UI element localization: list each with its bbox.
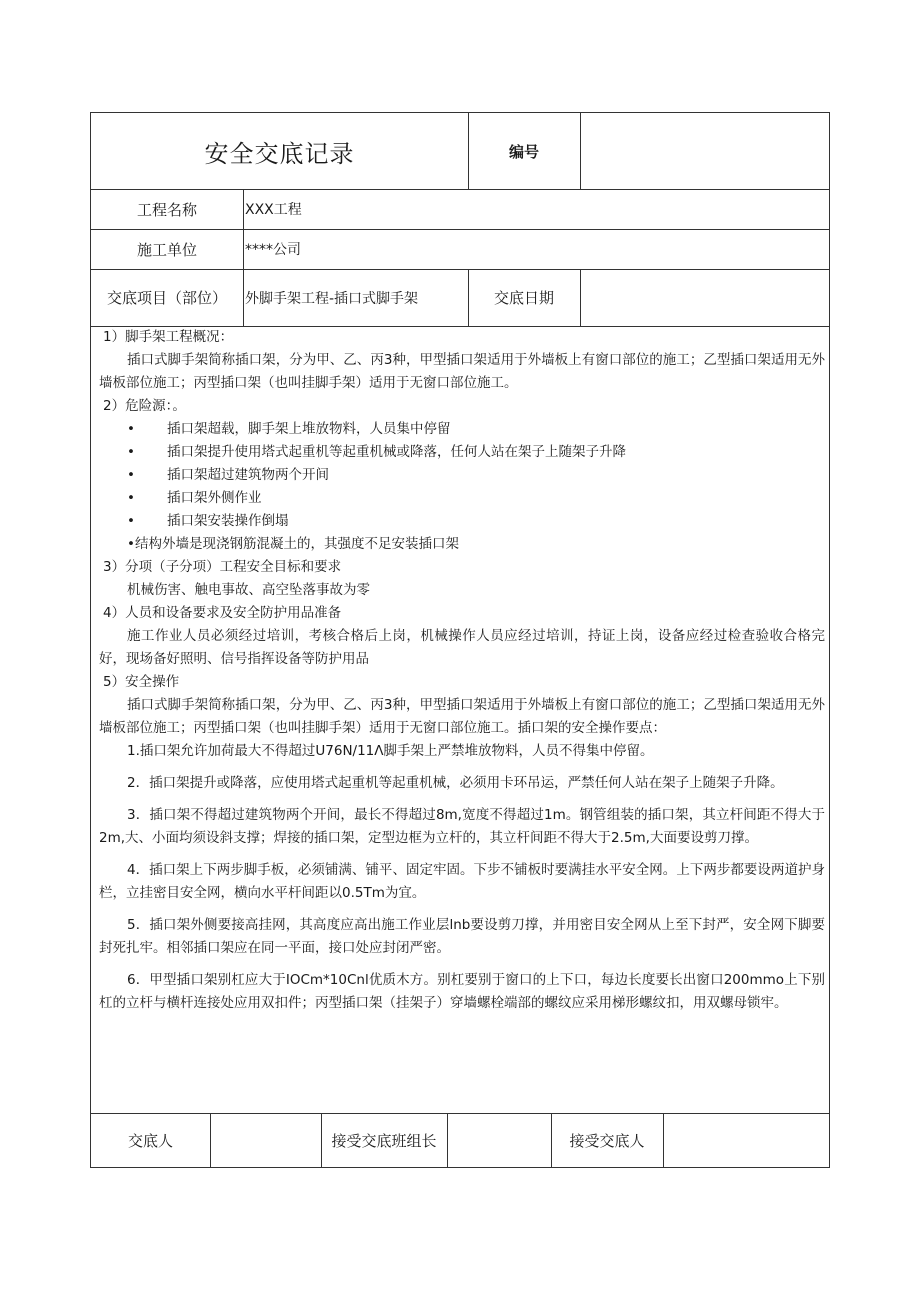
rule-item: 6．甲型插口架别杠应大于IOCm*10Cnl优质木方。别杠要别于窗口的上下口，每边长度要长出窗口200mmo上下别杠的立杆与横杆连接处应用双扣件；丙型插口架（挂架子）穿墙螺栓端部的螺纹应采用梯形螺纹扣，用双螺母锁牢。: [99, 972, 825, 1011]
list-item: • 插口架安装操作倒塌: [127, 513, 289, 529]
section-heading: 1）脚手架工程概况：: [103, 329, 234, 345]
number-label: 编号: [508, 142, 539, 161]
construction-unit-label: 施工单位: [136, 240, 197, 259]
receiver-signature-field[interactable]: [663, 1113, 829, 1167]
section-text: 插口式脚手架简称插口架，分为甲、乙、丙3种，甲型插口架适用于外墙板上有窗口部位的施工；乙型插口架适用无外墙板部位施工；丙型插口架（也叫挂脚手架）适用于无窗口部位施工。: [99, 352, 825, 391]
section-heading: 3）分项（子分项）工程安全目标和要求: [103, 559, 342, 575]
list-item: • 插口架提升使用塔式起重机等起重机械或降落，任何人站在架子上随架子升降: [127, 444, 626, 460]
section-heading: 4）人员和设备要求及安全防护用品准备: [103, 605, 342, 621]
disclosure-date-field[interactable]: [580, 269, 829, 326]
safety-disclosure-form: [90, 112, 830, 1168]
list-item: • 插口架外侧作业: [127, 490, 262, 506]
team-leader-label: 接受交底班组长: [331, 1131, 437, 1150]
list-item: • 插口架超过建筑物两个开间: [127, 467, 329, 483]
disclosure-item-value: 外脚手架工程-插口式脚手架: [245, 290, 419, 307]
list-item: •结构外墙是现浇钢筋混凝土的，其强度不足安装插口架: [127, 536, 459, 552]
section-text: 插口式脚手架简称插口架，分为甲、乙、丙3种，甲型插口架适用于外墙板上有窗口部位的施工；乙型插口架适用无外墙板部位施工；丙型插口架（也叫挂脚手架）适用于无窗口部位施工。插口架的安全操作要点：: [99, 697, 825, 736]
disclosure-item-label: 交底项目（部位）: [106, 289, 227, 307]
section-heading: 2）危险源：。: [103, 398, 186, 414]
receiver-label: 接受交底人: [569, 1131, 645, 1150]
team-leader-signature-field[interactable]: [447, 1113, 551, 1167]
section-text: 机械伤害、触电事故、高空坠落事故为零: [127, 582, 370, 598]
section-heading: 5）安全操作: [103, 674, 180, 690]
rule-item: 3．插口架不得超过建筑物两个开间，最长不得超过8m,宽度不得超过1m。钢管组装的插口架，其立杆间距不得大于2m,大、小面均须设斜支撑；焊接的插口架，定型边框为立杆的，其立杆间距不得大于2.5m,大面要设剪刀撑。: [99, 807, 825, 846]
rule-item: 1.插口架允许加荷最大不得超过U76N∕11Λ脚手架上严禁堆放物料，人员不得集中停留。: [127, 743, 654, 759]
list-item: • 插口架超载，脚手架上堆放物料，人员集中停留: [127, 421, 451, 437]
discloser-signature-field[interactable]: [210, 1113, 321, 1167]
project-name-label: 工程名称: [136, 200, 197, 219]
construction-unit-value: ****公司: [245, 242, 301, 258]
section-text: 施工作业人员必须经过培训，考核合格后上岗，机械操作人员应经过培训，持证上岗，设备应经过检查验收合格完好，现场备好照明、信号指挥设备等防护用品: [99, 628, 825, 667]
project-name-value: XXX工程: [245, 202, 302, 218]
discloser-label: 交底人: [127, 1131, 173, 1150]
disclosure-date-label: 交底日期: [493, 289, 554, 307]
rule-item: 4．插口架上下两步脚手板，必须铺满、铺平、固定牢固。下步不铺板时要满挂水平安全网。上下两步都要设两道护身栏，立挂密目安全网，横向水平杆间距以0.5Tm为宜。: [99, 862, 825, 901]
number-field[interactable]: [580, 113, 829, 189]
rule-item: 5．插口架外侧要接高挂网，其高度应高出施工作业层lnb要设剪刀撑，并用密目安全网从上至下封严，安全网下脚要封死扎牢。相邻插口架应在同一平面，接口处应封闭严密。: [99, 917, 825, 956]
form-title: 安全交底记录: [204, 139, 355, 168]
disclosure-content: [91, 326, 829, 1015]
rule-item: 2．插口架提升或降落，应使用塔式起重机等起重机械，必须用卡环吊运，严禁任何人站在架子上随架子升降。: [127, 775, 784, 791]
